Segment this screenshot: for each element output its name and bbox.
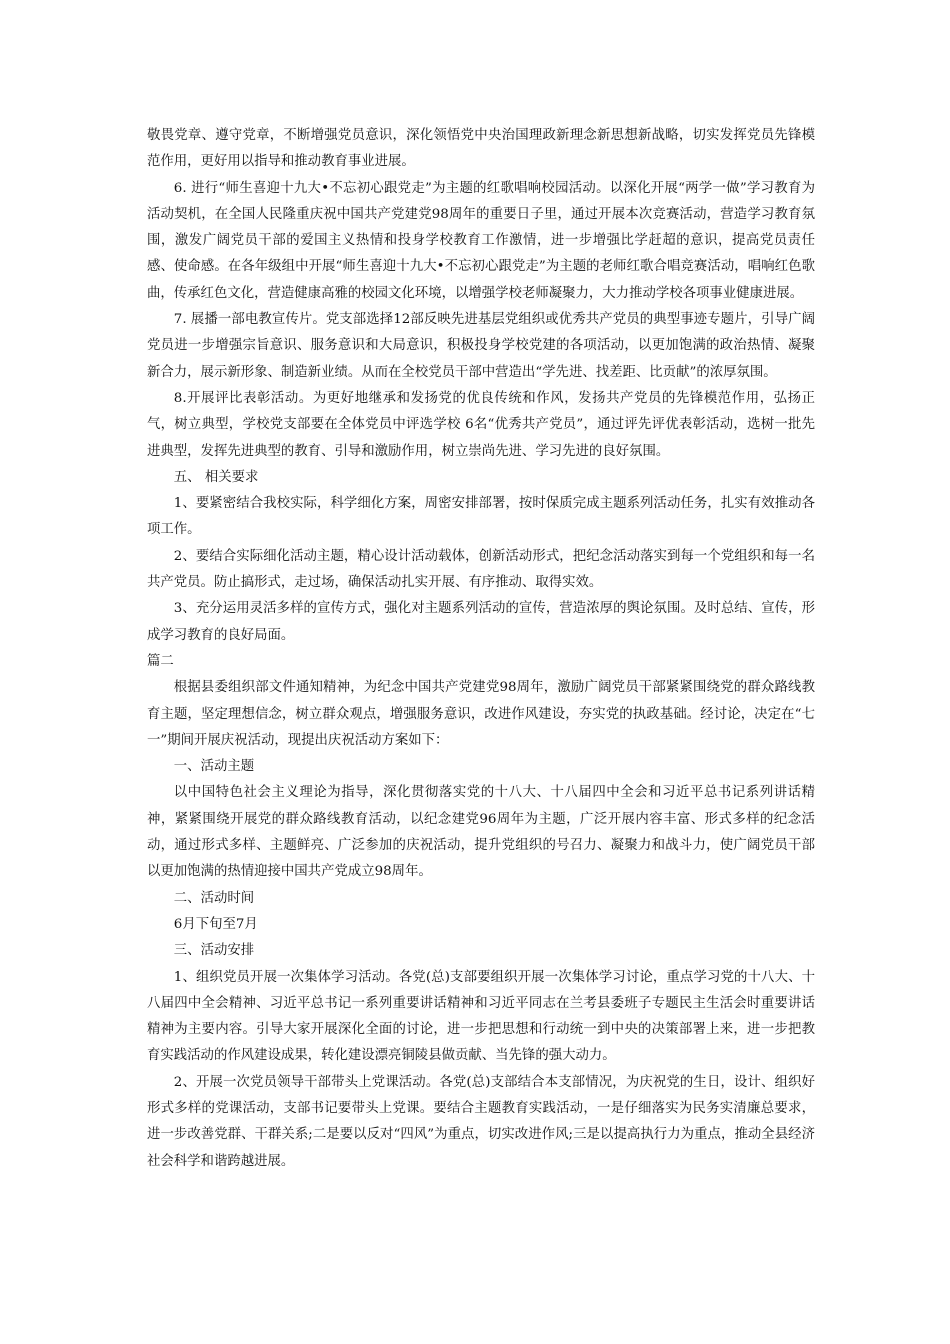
paragraph: 1、要紧密结合我校实际，科学细化方案，周密安排部署，按时保质完成主题系列活动任务，扎实有效推动各项工作。: [147, 496, 815, 538]
paragraph: 8.开展评比表彰活动。为更好地继承和发扬党的优良传统和作风，发扬共产党员的先锋模范作用，弘扬正气，树立典型，学校党支部要在全体党员中评选学校 6名“优秀共产党员”，通过评先评优表彰活动，选树一批先进典型，发挥先进典型的教育、引导和激励作用，树立崇尚先进、学习先进的良好氛围。: [147, 390, 815, 459]
paragraph: 6. 进行“师生喜迎十九大•不忘初心跟党走”为主题的红歌唱响校园活动。以深化开展“两学一做”学习教育为活动契机，在全国人民隆重庆祝中国共产党建党98周年的重要日子里，通过开展本次竞赛活动，营造学习教育氛围，激发广阔党员干部的爱国主义热情和投身学校教育工作激情，进一步增强比学赶超的意识，提高党员责任感、使命感。在各年级组中开展“师生喜迎十九大•不忘初心跟党走”为主题的老师红歌合唱竞赛活动，唱响红色歌曲，传承红色文化，营造健康高雅的校园文化环境，以增强学校老师凝聚力，大力推动学校各项事业健康进展。: [147, 180, 815, 301]
paragraph: 6月下旬至7月: [173, 916, 258, 932]
section-heading: 一、活动主题: [173, 759, 255, 775]
paragraph: 2、开展一次党员领导干部带头上党课活动。各党(总)支部结合本支部情况，为庆祝党的生日，设计、组织好形式多样的党课活动，支部书记要带头上党课。要结合主题教育实践活动，一是仔细落实为民务实清廉总要求，进一步改善党群、干群关系;二是要以反对“四风”为重点，切实改进作风;三是以提高执行力为重点，推动全县经济社会科学和谐跨越进展。: [147, 1074, 815, 1169]
document-page: [147, 123, 815, 1175]
paragraph: 2、要结合实际细化活动主题，精心设计活动载体，创新活动形式，把纪念活动落实到每一个党组织和每一名共产党员。防止搞形式，走过场，确保活动扎实开展、有序推动、取得实效。: [147, 548, 815, 591]
paragraph: 7. 展播一部电教宣传片。党支部选择12部反映先进基层党组织或优秀共产党员的典型事迹专题片，引导广阔党员进一步增强宗旨意识、服务意识和大局意识，积极投身学校党建的各项活动，以更加饱满的政治热情、凝聚新合力，展示新形象、制造新业绩。从而在全校党员干部中营造出“学先进、找差距、比贡献”的浓厚氛围。: [147, 312, 815, 380]
paragraph: 敬畏党章、遵守党章，不断增强党员意识，深化领悟党中央治国理政新理念新思想新战略，切实发挥党员先锋模范作用，更好用以指导和推动教育事业进展。: [147, 128, 815, 170]
section-heading: 二、活动时间: [173, 890, 255, 906]
paragraph: 根据县委组织部文件通知精神，为纪念中国共产党建党98周年，激励广阔党员干部紧紧围绕党的群众路线教育主题，坚定理想信念，树立群众观点，增强服务意识，改进作风建设，夯实党的执政基础。经讨论，决定在“七一”期间开展庆祝活动，现提出庆祝活动方案如下：: [147, 680, 815, 748]
section-heading: 五、 相关要求: [173, 469, 259, 485]
paragraph: 3、充分运用灵活多样的宣传方式，强化对主题系列活动的宣传，营造浓厚的舆论氛围。及时总结、宣传，形成学习教育的良好局面。: [147, 601, 815, 643]
paragraph: 1、组织党员开展一次集体学习活动。各党(总)支部要组织开展一次集体学习讨论，重点学习党的十八大、十八届四中全会精神、习近平总书记一系列重要讲话精神和习近平同志在兰考县委班子专题民主生活会时重要讲话精神为主要内容。引导大家开展深化全面的讨论，进一步把思想和行动统一到中央的决策部署上来，进一步把教育实践活动的作风建设成果，转化建设漂亮铜陵县做贡献、当先锋的强大动力。: [147, 969, 815, 1064]
section-heading: 三、活动安排: [173, 943, 255, 959]
part-heading: 篇二: [147, 653, 174, 669]
paragraph: 以中国特色社会主义理论为指导，深化贯彻落实党的十八大、十八届四中全会和习近平总书记系列讲话精神，紧紧围绕开展党的群众路线教育活动，以纪念建党96周年为主题，广泛开展内容丰富、形式多样的纪念活动，通过形式多样、主题鲜亮、广泛参加的庆祝活动，提升党组织的号召力、凝聚力和战斗力，使广阔党员干部以更加饱满的热情迎接中国共产党成立98周年。: [147, 785, 815, 880]
